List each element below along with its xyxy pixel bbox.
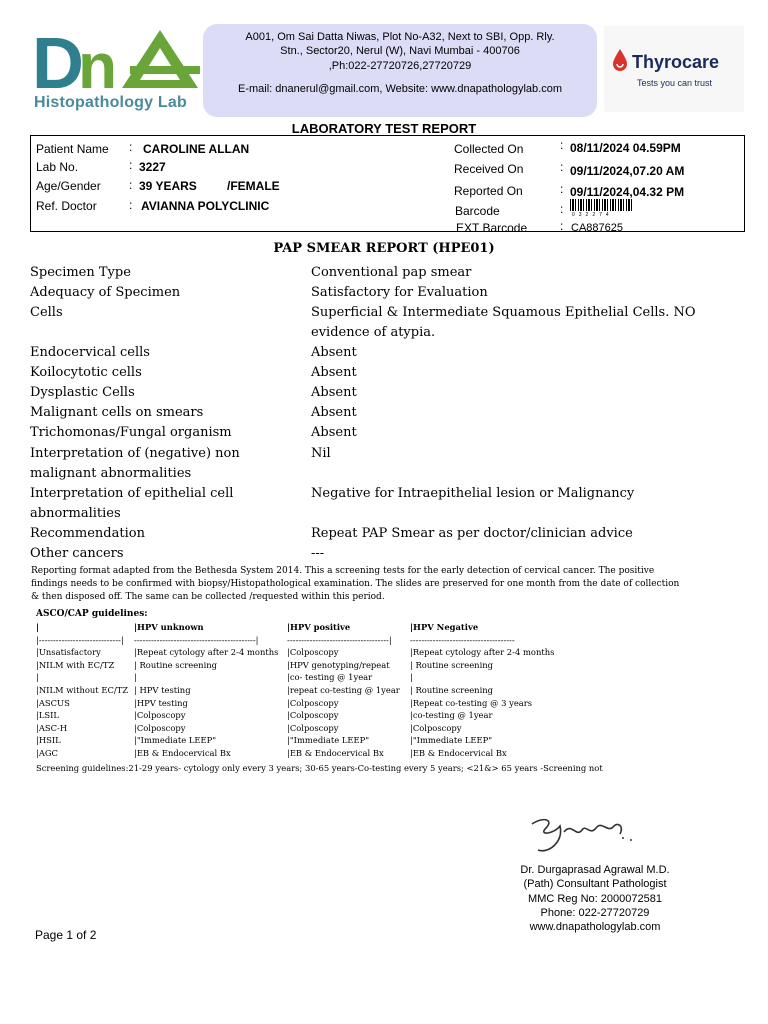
result-value: --- (311, 546, 325, 561)
result-value: Absent (311, 365, 357, 380)
guideline-cell: |repeat co-testing @ 1year (287, 685, 400, 695)
result-label: Dysplastic Cells (30, 385, 135, 400)
guideline-cell: |HPV testing (134, 697, 188, 708)
partner-name: Thyrocare (632, 52, 720, 72)
report-title: LABORATORY TEST REPORT (291, 121, 477, 136)
patient-name: CAROLINE ALLAN (143, 142, 250, 156)
guideline-cell: |Colposcopy (287, 722, 339, 733)
result-value: Absent (311, 405, 357, 420)
svg-text:D: D (32, 26, 84, 96)
guideline-cell: |HPV Negative (410, 622, 479, 632)
patient-info-box: Patient Name : CAROLINE ALLAN Lab No. : 3227 Age/Gender : 39 YEARS /FEMALE Ref. Doctor : AVIANNA POLYCLINIC Collected On : 08/11/2024 04.59PM Received On : 09/11/2024,07.20 AM Reported On : 09/11/2024,04.32 PM Barcode : EXT Barcode : CA887625 (30, 135, 745, 232)
guideline-cell: |Colposcopy (410, 722, 462, 733)
result-value: Satisfactory for Evaluation (311, 285, 488, 300)
result-label: Trichomonas/Fungal organism (30, 425, 232, 440)
page-number: Page 1 of 2 (35, 928, 97, 942)
guideline-cell: ------------------------------------- (410, 634, 515, 645)
guideline-cell: |co-testing @ 1year (410, 710, 493, 721)
guideline-cell: |-----------------------------| (36, 634, 124, 645)
address-line-3: ,Ph:022-27720726,27720729 (328, 60, 472, 72)
address-line-2: Stn., Sector20, Nerul (W), Navi Mumbai - 400706 (280, 45, 520, 57)
result-label: Interpretation of (negative) non malignant abnormalities (30, 446, 240, 481)
result-label: Interpretation of epithelial cell abnormalities (30, 486, 234, 521)
guideline-cell: |Repeat cytology after 2-4 months (410, 647, 555, 658)
doctor-name: Dr. Durgaprasad Agrawal M.D. (520, 864, 670, 876)
barcode-digits: 032274 (572, 212, 613, 218)
guideline-cell: |co- testing @ 1year (287, 672, 373, 683)
lab-no: 3227 (139, 160, 166, 174)
guideline-cell: |EB & Endocervical Bx (287, 748, 384, 758)
doctor-title: (Path) Consultant Pathologist (523, 878, 667, 890)
svg-text:n: n (78, 30, 118, 96)
drop-icon (612, 48, 628, 72)
result-label: Koilocytotic cells (30, 365, 142, 380)
guideline-cell: |ASC-H (36, 722, 68, 733)
guideline-cell: |AGC (36, 748, 58, 758)
guideline-cell: |Repeat cytology after 2-4 months (134, 647, 279, 658)
result-label: Other cancers (30, 546, 124, 561)
guideline-cell: |LSIL (36, 710, 59, 721)
guideline-cell: -------------------------------------------| (134, 634, 259, 645)
result-value: Conventional pap smear (311, 265, 472, 280)
barcode-image (570, 199, 632, 211)
logo-subtitle: Histopathology Lab (34, 94, 187, 111)
guideline-cell: | (36, 622, 40, 632)
result-value: Nil (311, 446, 331, 461)
guideline-cell: |Colposcopy (287, 697, 339, 708)
guideline-cell: |HSIL (36, 735, 61, 746)
partner-tagline: Tests you can trust (637, 78, 713, 88)
guideline-cell: |"Immediate LEEP" (410, 735, 493, 746)
result-value: Superficial & Intermediate Squamous Epithelial Cells. NO evidence of atypia. (311, 305, 696, 340)
guideline-cell: |ASCUS (36, 697, 70, 708)
guideline-cell: |EB & Endocervical Bx (410, 748, 507, 758)
barcode-label: Barcode (455, 204, 500, 218)
ref-doctor-label: Ref. Doctor (36, 199, 97, 213)
pap-report-title: PAP SMEAR REPORT (HPE01) (273, 241, 495, 256)
result-value: Negative for Intraepithelial lesion or Malignancy (311, 486, 635, 501)
received-on: 09/11/2024,07.20 AM (570, 164, 685, 178)
guideline-cell: |HPV unknown (134, 622, 204, 632)
partner-logo (604, 26, 744, 112)
doctor-phone: Phone: 022-27720729 (540, 907, 650, 919)
guideline-cell: |HPV genotyping/repeat (287, 659, 390, 670)
collected-on: 08/11/2024 04.59PM (570, 141, 681, 155)
doctor-website: www.dnapathologylab.com (529, 921, 661, 933)
result-label: Specimen Type (30, 265, 131, 280)
collected-label: Collected On (454, 142, 524, 156)
guideline-cell: |Unsatisfactory (36, 647, 101, 658)
received-label: Received On (454, 162, 524, 176)
address-line-1: A001, Om Sai Datta Niwas, Plot No-A32, Next to SBI, Opp. Rly. (245, 31, 555, 43)
guideline-cell: | (410, 672, 413, 683)
guideline-cell: | Routine screening (410, 685, 494, 695)
patient-name-label: Patient Name (36, 142, 109, 156)
result-value: Absent (311, 345, 357, 360)
patient-age: 39 YEARS (139, 179, 197, 193)
guideline-cell: |Colposcopy (287, 647, 339, 658)
age-gender-label: Age/Gender (36, 179, 101, 193)
doctor-signature (524, 812, 644, 862)
guideline-cell: |Colposcopy (287, 710, 339, 721)
result-label: Cells (30, 305, 63, 320)
result-value: Absent (311, 385, 357, 400)
reported-label: Reported On (454, 184, 523, 198)
guideline-cell: |"Immediate LEEP" (134, 735, 217, 746)
result-label: Recommendation (30, 526, 145, 541)
report-note: Reporting format adapted from the Bethesda System 2014. This a screening tests for the early detection of cervical cancer. The positive findings needs to be confirmed with biopsy/Histopathological examination. The slides are preserved for one month from the date of collection & then disposed off. The same can be collected /requested within this period. (31, 566, 680, 602)
guideline-cell: |NILM without EC/TZ (36, 685, 129, 695)
guideline-cell: | HPV testing (134, 685, 191, 695)
guidelines-title: ASCO/CAP guidelines: (36, 609, 148, 619)
address-panel (203, 24, 597, 117)
guideline-cell: | Routine screening (410, 659, 494, 670)
ext-barcode: CA887625 (571, 222, 623, 234)
ref-doctor: AVIANNA POLYCLINIC (141, 199, 270, 213)
screening-guidelines: Screening guidelines:21-29 years- cytology only every 3 years; 30-65 years-Co-testing every 5 years; <21&> 65 years -Screening not (36, 763, 603, 773)
result-label: Adequacy of Specimen (30, 285, 181, 300)
reported-on: 09/11/2024,04.32 PM (570, 185, 685, 199)
contact-line: E-mail: dnanerul@gmail.com, Website: www.dnapathologylab.com (237, 83, 562, 95)
guideline-cell: | (36, 672, 39, 683)
guideline-cell: | (134, 672, 137, 683)
guideline-cell: |Colposcopy (134, 710, 186, 721)
guideline-cell: |"Immediate LEEP" (287, 735, 370, 746)
result-value: Repeat PAP Smear as per doctor/clinician advice (311, 526, 633, 541)
guideline-cell: |EB & Endocervical Bx (134, 748, 231, 758)
guideline-cell: |Repeat co-testing @ 3 years (410, 697, 533, 708)
guideline-cell: ------------------------------------| (287, 634, 392, 645)
guideline-cell: |Colposcopy (134, 722, 186, 733)
lab-no-label: Lab No. (36, 160, 79, 174)
doctor-reg: MMC Reg No: 2000072581 (528, 893, 662, 905)
guideline-cell: |NILM with EC/TZ (36, 659, 115, 670)
result-label: Endocervical cells (30, 345, 150, 360)
guideline-cell: | Routine screening (134, 659, 218, 670)
ext-barcode-label: EXT Barcode (456, 221, 528, 235)
guideline-cell: |HPV positive (287, 622, 351, 632)
patient-gender: /FEMALE (227, 179, 280, 193)
result-label: Malignant cells on smears (30, 405, 204, 420)
result-value: Absent (311, 425, 357, 440)
